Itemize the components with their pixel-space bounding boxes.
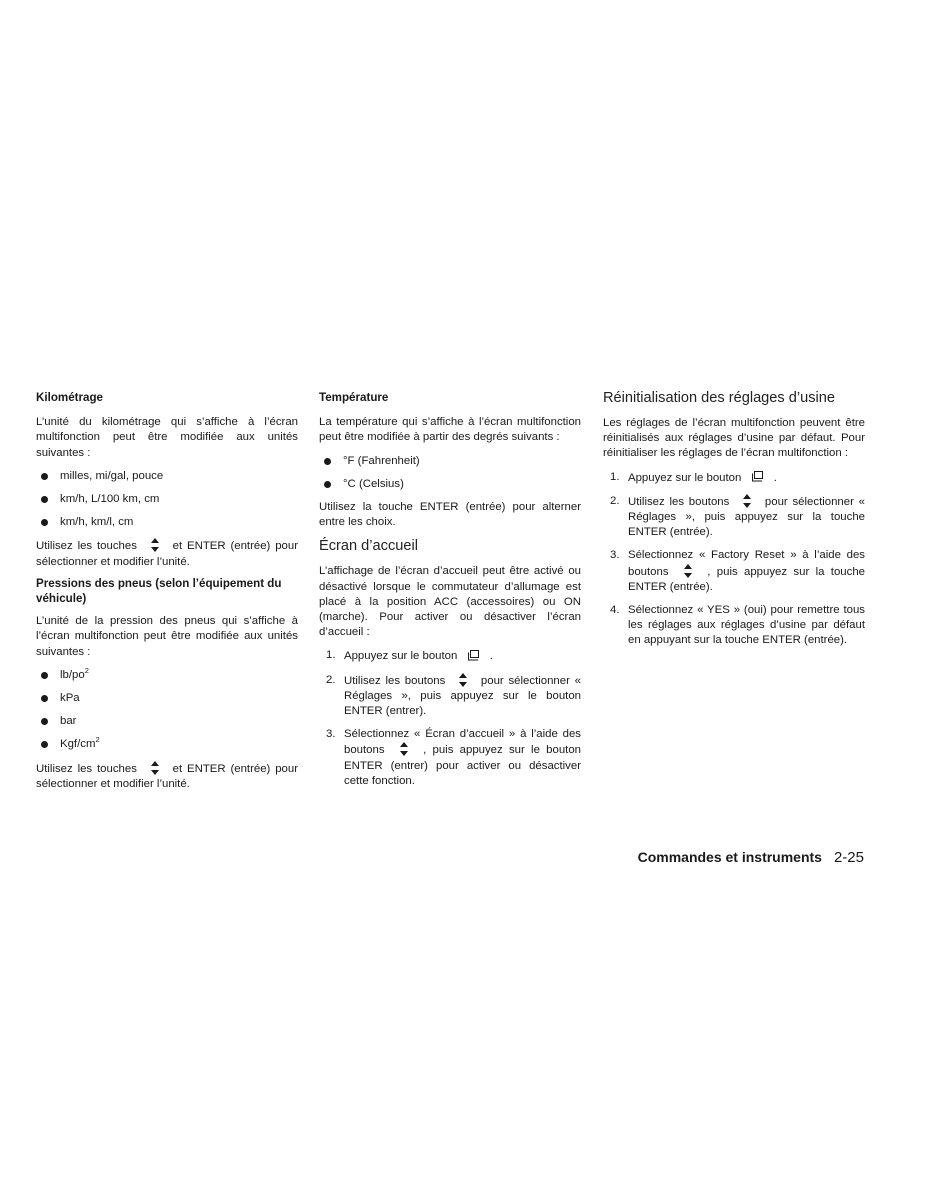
bullet-icon <box>41 695 48 702</box>
list-item: °C (Celsius) <box>319 477 581 492</box>
section-title: Commandes et instruments <box>637 849 822 865</box>
heading-pressions-pneus: Pressions des pneus (selon l’équipement du véhicule) <box>36 576 282 606</box>
list-item: bar <box>36 714 298 729</box>
bullet-icon <box>41 519 48 526</box>
screen-button-icon <box>745 470 771 485</box>
list-item: 1. Appuyez sur le bouton . <box>326 649 493 663</box>
reset-steps <box>603 470 865 649</box>
up-down-arrows-icon <box>675 564 701 579</box>
list-item: $lb/po^2$ <box>36 668 298 683</box>
column-middle <box>319 390 581 797</box>
list-item: kPa <box>36 691 298 706</box>
list-item: °F (Fahrenheit) <box>319 454 581 469</box>
bullet-icon <box>41 473 48 480</box>
kilometrage-units-list <box>36 469 298 531</box>
temperature-note: Utilisez la touche ENTER (entrée) pour alterner entre les choix. <box>319 501 581 529</box>
up-down-arrows-icon <box>734 494 760 509</box>
list-item: 2. Utilisez les boutons pour sélectionner « Réglages », puis appuyez sur la touche ENTER (entrée). <box>610 494 865 539</box>
list-item: 2. Utilisez les boutons pour sélectionner « Réglages », puis appuyez sur le bouton ENTER (entrer). <box>326 673 581 718</box>
up-down-arrows-icon <box>142 538 168 553</box>
list-item: 3. Sélectionnez « Factory Reset » à l’aide des boutons , puis appuyez sur la touche ENTER (entrée). <box>610 549 866 593</box>
reset-intro: Les réglages de l’écran multifonction peuvent être réinitialisés aux réglages d’usine par défaut. Pour réinitialiser les réglages de l’écran multifonction : <box>603 417 865 460</box>
heading-temperature: Température <box>319 391 389 404</box>
up-down-arrows-icon <box>142 761 168 776</box>
pneus-units-list <box>36 665 298 753</box>
up-down-arrows-icon <box>450 673 476 688</box>
temperature-units-list <box>319 454 581 492</box>
pneus-intro: L’unité de la pression des pneus qui s’affiche à l’écran multifonction peut être modifiée aux unités suivantes : <box>36 615 298 658</box>
page-number: 2-25 <box>833 849 864 866</box>
accueil-intro: L’affichage de l’écran d’accueil peut être activé ou désactivé lorsque le commutateur d’allumage est placé à la position ACC (accessoires) ou ON (marche). Pour activer ou désactiver l’écran d’accueil : <box>319 565 581 639</box>
list-item: 3. Sélectionnez « Écran d’accueil » à l’aide des boutons , puis appuyez sur le bouton ENTER (entrer) pour activer ou désactiver cette fonction. <box>326 728 582 787</box>
bullet-icon <box>41 741 48 748</box>
heading-reinitialisation: Réinitialisation des réglages d’usine <box>603 390 836 406</box>
kilometrage-note: Utilisez les touches et ENTER (entrée) pour sélectionner et modifier l’unité. <box>36 538 298 569</box>
bullet-icon <box>41 496 48 503</box>
bullet-icon <box>324 481 331 488</box>
list-item: milles, mi/gal, pouce <box>36 469 298 484</box>
list-item: 1. Appuyez sur le bouton . <box>610 470 777 484</box>
list-item: 4. Sélectionnez « YES » (oui) pour remettre tous les réglages aux réglages d’usine par défaut en appuyant sur la touche ENTER (entrée). <box>610 604 865 647</box>
temperature-intro: La température qui s’affiche à l’écran multifonction peut être modifiée à partir des degrés suivants : <box>319 416 581 444</box>
pneus-note: Utilisez les touches et ENTER (entrée) pour sélectionner et modifier l’unité. <box>36 761 298 792</box>
heading-ecran-accueil: Écran d’accueil <box>319 538 418 555</box>
list-item: Kgf/$cm^2$ <box>36 737 298 752</box>
kilometrage-intro: L’unité du kilométrage qui s’affiche à l’écran multifonction peut être modifiée aux unités suivantes : <box>36 416 298 459</box>
heading-kilometrage: Kilométrage <box>36 391 104 404</box>
list-item: km/h, km/l, cm <box>36 515 298 530</box>
bullet-icon <box>324 458 331 465</box>
up-down-arrows-icon <box>391 742 417 757</box>
column-right <box>603 390 865 657</box>
screen-button-icon <box>461 648 487 663</box>
bullet-icon <box>41 672 48 679</box>
column-left <box>36 390 298 800</box>
accueil-steps <box>319 648 581 789</box>
bullet-icon <box>41 718 48 725</box>
page-footer <box>560 848 864 867</box>
list-item: km/h, L/100 km, cm <box>36 492 298 507</box>
